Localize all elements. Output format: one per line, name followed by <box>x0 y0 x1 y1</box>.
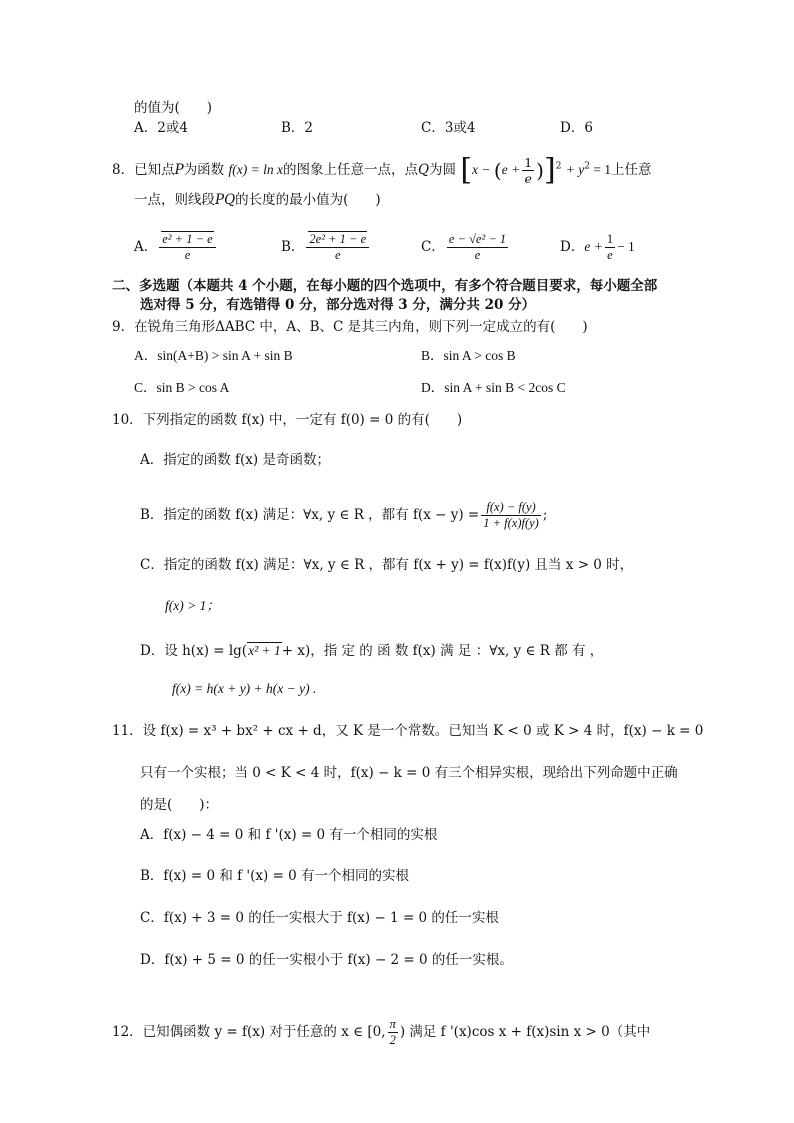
q8-option-c: C． $\frac{\text{e − √e² − 1}}{e}$ <box>421 232 507 262</box>
q11-stem-line1: 11．设 f(x) = x³ + bx² + cx + d，又 K 是一个常数。已知当 K < 0 或 K > 4 时，f(x) − k = 0 <box>112 723 704 739</box>
section2-heading-line1: 二、多选题（本题共 4 个小题，在每小题的四个选项中，有多个符合题目要求，每小题全部 <box>112 278 658 294</box>
q10-stem: 10．下列指定的函数 f(x) 中，一定有 f(0) = 0 的有( ) <box>112 412 463 428</box>
q10-option-c-line2: f(x) > 1； <box>165 598 220 613</box>
q9-option-c: C．sin B > cos A <box>134 380 230 395</box>
q11-stem-line3: 的是( )： <box>140 797 219 813</box>
q7-stem-end: 的值为( ) <box>134 100 213 116</box>
q8-option-d: D．e + $\frac{1}{e}$ − 1 <box>560 232 635 262</box>
q11-option-d: D．f(x) + 5 = 0 的任一实根小于 f(x) − 2 = 0 的任一实根。 <box>140 952 513 968</box>
q10-option-b: B．指定的函数 f(x) 满足：∀x, y ∈ R ，都有 f(x − y) = $\frac{f(x) - f(y)}{1 + f(x)f(y)}$ ; <box>140 500 548 530</box>
q10-option-c-line1: C．指定的函数 f(x) 满足：∀x, y ∈ R ，都有 f(x + y) = f(x)f(y) 且当 x > 0 时， <box>140 557 634 573</box>
q8-stem-line2: 一点，则线段PQ的长度的最小值为( ) <box>134 192 381 208</box>
q11-stem-line2: 只有一个实根；当 0 < K < 4 时，f(x) − k = 0 有三个相异实根，现给出下列命题中正确 <box>140 765 678 781</box>
q12-stem: 12．已知偶函数 y = f(x) 对于任意的 x ∈ [0, $\frac{\pi}{2}$ ) 满足 f '(x)cos x + f(x)sin x > 0（其中 <box>112 1017 651 1047</box>
q11-option-b: B．f(x) = 0 和 f '(x) = 0 有一个相同的实根 <box>140 868 410 884</box>
q11-option-c: C．f(x) + 3 = 0 的任一实根大于 f(x) − 1 = 0 的任一实根 <box>140 910 499 926</box>
q7-option-b: B．2 <box>281 120 314 136</box>
q9-option-b: B．sin A > cos B <box>421 348 516 363</box>
q9-option-d: D．sin A + sin B < 2cos C <box>421 380 566 395</box>
q7-option-a: A．2或4 <box>134 120 188 136</box>
q10-option-d-line2: f(x) = h(x + y) + h(x − y) . <box>172 681 317 696</box>
q10-option-d-line1: D．设 h(x) = lg(x² + 1+ x)，指 定 的 函 数 f(x) 满 足 ：∀x, y ∈ R 都 有 ， <box>140 643 604 659</box>
q8-stem-line1: 8．已知点P为函数 f(x) = ln x的图象上任意一点，点Q为圆 [x − (e + $\frac{1}{e}$ )]$^2 + y^2 = 1$上任意 <box>112 152 652 188</box>
q8-option-b: B． $\frac{\text{2e² + 1 − e}}{e}$ <box>281 232 371 263</box>
q9-stem: 9．在锐角三角形ΔABC 中，A、B、C 是其三内角，则下列一定成立的有( ) <box>112 319 588 335</box>
section2-heading-line2: 选对得 5 分，有选错得 0 分，部分选对得 3 分，满分共 20 分） <box>140 297 536 313</box>
q7-option-c: C．3或4 <box>421 120 476 136</box>
q11-option-a: A．f(x) − 4 = 0 和 f '(x) = 0 有一个相同的实根 <box>140 827 438 843</box>
q7-option-d: D．6 <box>560 120 593 136</box>
q9-option-a: A．sin(A+B) > sin A + sin B <box>134 348 293 363</box>
q10-option-a: A．指定的函数 f(x) 是奇函数； <box>140 452 330 468</box>
q8-option-a: A． $\frac{\text{e² + 1 − e}}{e}$ <box>134 232 218 263</box>
